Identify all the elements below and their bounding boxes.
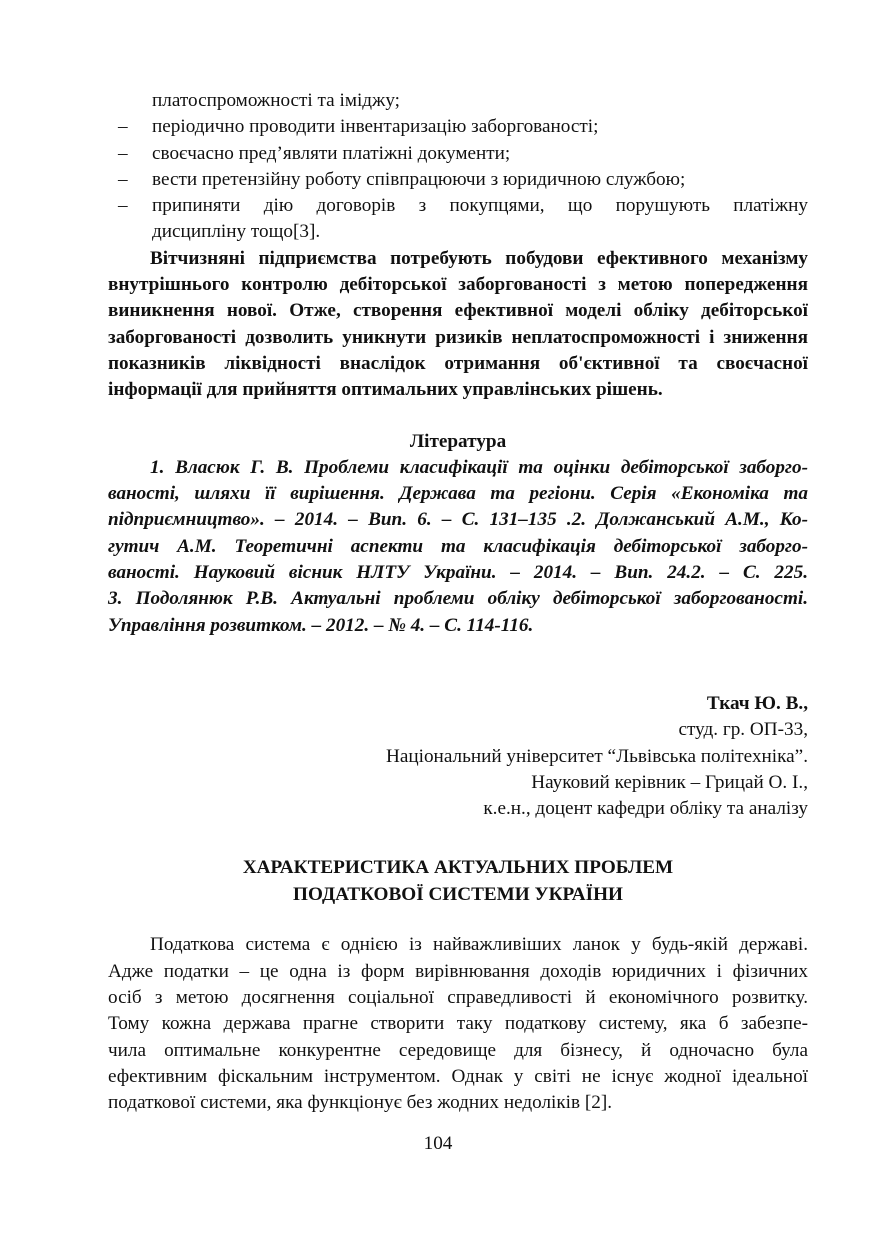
- page-number: 104: [423, 1133, 453, 1154]
- reference-line: гутич А.М. Теоретичні аспекти та класифікація дебіторської заборго-: [108, 535, 808, 557]
- article-line: Податкова система є однією із найважливіших ланок у будь-якій державі.: [150, 934, 808, 956]
- article-title: [108, 854, 808, 908]
- conclusion-line: Вітчизняні підприємства потребують побудови ефективного механізму: [150, 247, 808, 269]
- author-block: [108, 691, 808, 822]
- reference-line: ваності. Науковий вісник НЛТУ України. – 2014. – Вип. 24.2. – С. 225.: [108, 562, 808, 584]
- list-item: [108, 141, 808, 167]
- list-item-text: своєчасно пред’являти платіжні документи;: [152, 142, 511, 164]
- author-supervisor-title: к.е.н., доцент кафедри обліку та аналізу: [483, 798, 808, 820]
- article-title-line: ПОДАТКОВОЇ СИСТЕМИ УКРАЇНИ: [293, 884, 623, 906]
- author-group: студ. гр. ОП-33,: [678, 719, 808, 741]
- list-item-text: вести претензійну роботу співпрацюючи з юридичною службою;: [152, 168, 686, 190]
- references-list: [108, 455, 808, 639]
- list-item: [108, 193, 808, 246]
- reference-line: підприємництво». – 2014. – Вип. 6. – С. 131–135 .2. Должанський А.М., Ко-: [108, 509, 808, 531]
- literature-heading: Література: [409, 430, 507, 452]
- list-item: [108, 167, 808, 193]
- conclusion-paragraph: [108, 246, 808, 404]
- reference-line: Управління розвитком. – 2012. – № 4. – С. 114-116.: [108, 614, 534, 636]
- list-carry-line: платоспроможності та іміджу;: [152, 90, 400, 111]
- author-supervisor: Науковий керівник – Грицай О. І.,: [531, 771, 808, 793]
- reference-line: 3. Подолянюк Р.В. Актуальні проблеми обліку дебіторської заборгованості.: [108, 588, 808, 610]
- document-page: [108, 88, 808, 1117]
- article-line: чила оптимальне конкурентне середовище для бізнесу, й одночасно була: [108, 1039, 808, 1061]
- list-item-text: припиняти дію договорів з покупцями, що порушують платіжну: [152, 195, 808, 217]
- dash-bullet: –: [118, 168, 128, 190]
- conclusion-line: заборгованості дозволить уникнути ризиків неплатоспроможності і зниження: [108, 326, 808, 348]
- dash-bullet: –: [118, 142, 128, 164]
- article-title-line: ХАРАКТЕРИСТИКА АКТУАЛЬНИХ ПРОБЛЕМ: [242, 857, 674, 879]
- conclusion-line: виникнення нової. Отже, створення ефективної моделі обліку дебіторської: [108, 300, 808, 322]
- author-name: Ткач Ю. В.,: [706, 692, 808, 714]
- continued-list: [108, 88, 808, 246]
- article-line: ефективним фіскальним інструментом. Однак у світі не існує жодної ідеальної: [108, 1065, 808, 1087]
- author-university: Національний університет “Львівська політехніка”.: [385, 745, 808, 767]
- list-item-text: дисципліну тощо[3].: [152, 221, 321, 243]
- reference-line: 1. Власюк Г. В. Проблеми класифікації та оцінки дебіторської заборго-: [150, 456, 808, 478]
- list-item: [108, 114, 808, 140]
- list-item-text: періодично проводити інвентаризацію заборгованості;: [152, 116, 599, 138]
- article-line: податкової системи, яка функціонує без жодних недоліків [2].: [108, 1092, 613, 1114]
- dash-bullet: –: [118, 116, 128, 138]
- article-paragraph: [108, 932, 808, 1116]
- dash-bullet: –: [118, 195, 128, 217]
- conclusion-line: внутрішнього контролю дебіторської заборгованості з метою попередження: [108, 274, 808, 296]
- article-line: осіб з метою досягнення соціальної справедливості й економічного розвитку.: [108, 987, 808, 1009]
- article-line: Адже податки – це одна із форм вирівнювання доходів юридичних і фізичних: [108, 960, 808, 982]
- reference-line: ваності, шляхи її вирішення. Держава та регіони. Серія «Економіка та: [108, 483, 808, 505]
- conclusion-line: показників ліквідності внаслідок отримання об'єктивної та своєчасної: [108, 352, 808, 374]
- article-line: Тому кожна держава прагне створити таку податкову систему, яка б забезпе-: [108, 1013, 808, 1035]
- conclusion-line: інформації для прийняття оптимальних управлінських рішень.: [108, 379, 663, 401]
